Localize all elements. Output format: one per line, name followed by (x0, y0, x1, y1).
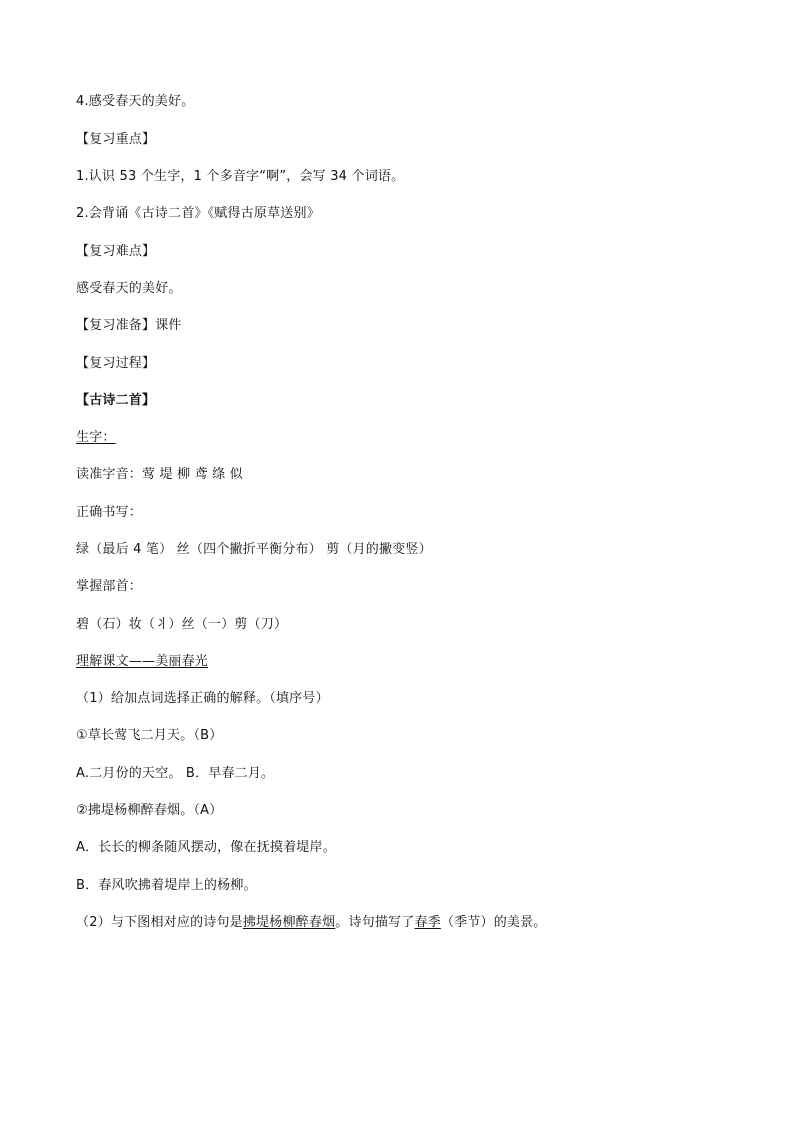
radicals-list: 碧（石）妆（丬）丝（一）剪（刀） (76, 617, 288, 632)
question-1-item-1: ①草长莺飞二月天。（B） (76, 728, 223, 743)
question-1-item-2: ②拂堤杨柳醉春烟。（A） (76, 803, 223, 818)
question-1: （1）给加点词选择正确的解释。（填序号） (76, 691, 329, 706)
section-heading-difficulties: 【复习难点】 (76, 244, 156, 259)
writing-heading: 正确书写： (76, 505, 143, 520)
question-1-item-2-option-a: A．长长的柳条随风摆动，像在抚摸着堤岸。 (76, 840, 336, 855)
question-2-answer-1: 拂堤杨柳醉春烟 (242, 915, 336, 930)
pronunciation-line: 读准字音：莺 堤 柳 鸢 绦 似 (76, 467, 243, 482)
radicals-heading: 掌握部首： (76, 579, 143, 594)
key-point-2: 2.会背诵《古诗二首》《赋得古原草送别》 (76, 206, 320, 221)
section-heading-key-points: 【复习重点】 (76, 132, 156, 147)
question-1-item-1-options: A.二月份的天空。 B．早春二月。 (76, 766, 275, 781)
goal-4: 4.感受春天的美好。 (76, 94, 195, 109)
section-heading-process: 【复习过程】 (76, 356, 156, 371)
question-2-text-b: 。诗句描写了 (335, 915, 415, 930)
question-2 (76, 914, 547, 932)
lesson-title: 【古诗二首】 (76, 393, 156, 408)
subheading-understanding: 理解课文——美丽春光 (76, 654, 209, 669)
question-2-text-a: （2）与下图相对应的诗句是 (76, 915, 243, 930)
key-point-1: 1.认识 53 个生字，1 个多音字“啊”，会写 34 个词语。 (76, 169, 405, 184)
question-2-answer-2: 春季 (414, 915, 441, 930)
question-2-text-c: （季节）的美景。 (440, 915, 547, 930)
question-1-item-2-option-b: B．春风吹拂着堤岸上的杨柳。 (76, 878, 257, 893)
section-heading-preparation: 【复习准备】课件 (76, 318, 182, 333)
difficulty-text: 感受春天的美好。 (76, 281, 182, 296)
subheading-new-characters: 生字： (76, 430, 116, 445)
writing-notes: 绿（最后 4 笔） 丝（四个撇折平衡分布） 剪（月的撇变竖） (76, 542, 432, 557)
